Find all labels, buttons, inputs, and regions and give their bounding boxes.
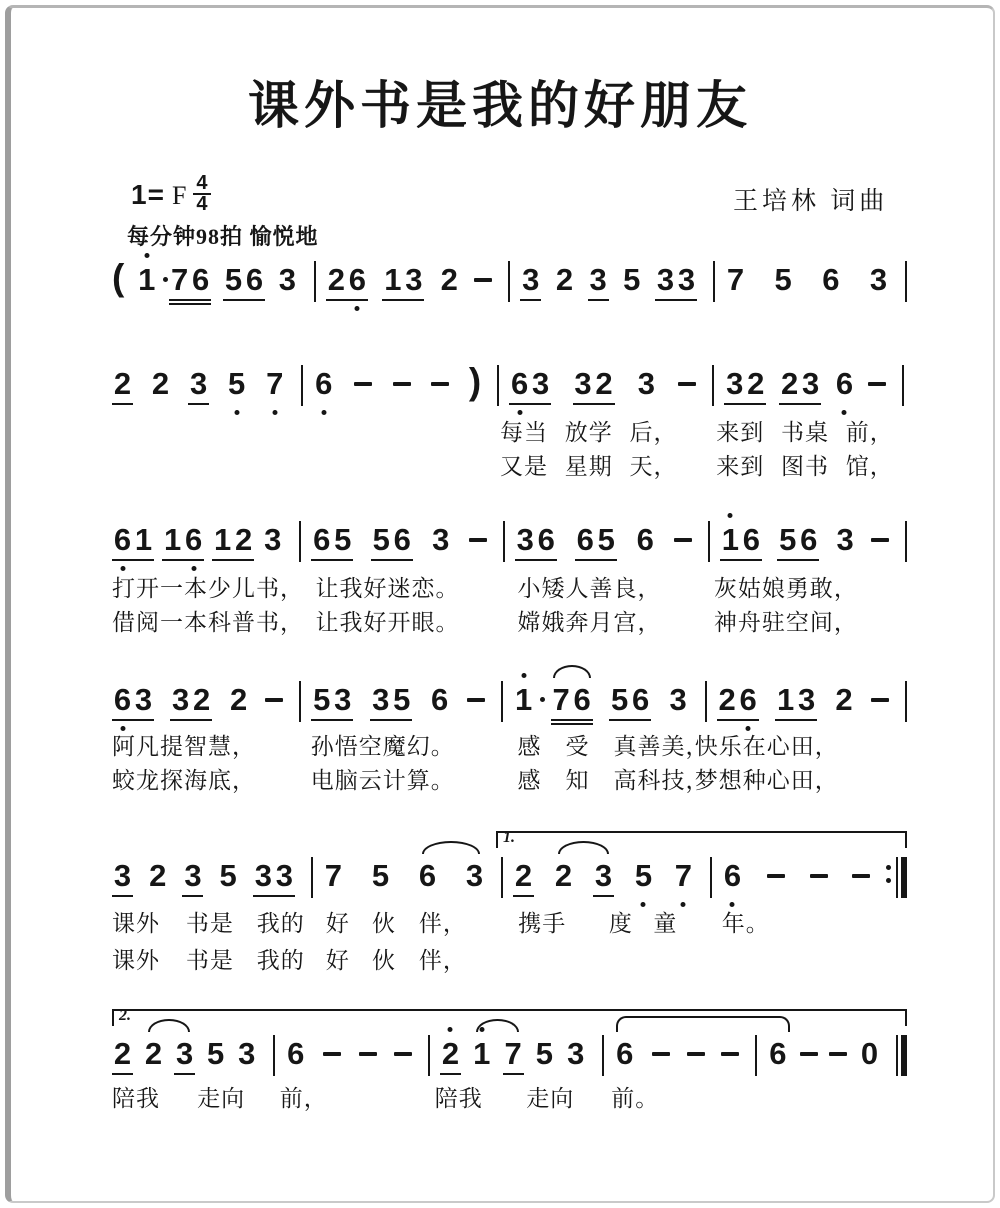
final-barline <box>896 1035 907 1076</box>
meter-denominator: 4 <box>196 193 208 215</box>
note-6: 6 <box>313 522 331 557</box>
note-2: 2 <box>440 262 458 297</box>
note-1: 1 <box>163 522 182 557</box>
beam-group <box>593 858 614 897</box>
score <box>112 0 907 1208</box>
lyric-text: 打开一本少儿书， <box>112 576 304 601</box>
note-1: 1 <box>214 522 232 557</box>
note-5: 5 <box>633 858 654 894</box>
note-6: 6 <box>722 858 743 894</box>
note-5: 5 <box>224 262 243 297</box>
lyric-text: 灰姑娘勇敢， <box>713 576 858 601</box>
note-1: 1 <box>136 262 157 298</box>
lyric-text: 年。 <box>721 911 770 936</box>
note-6: 6 <box>431 682 449 717</box>
measure <box>430 1036 602 1075</box>
note-5: 5 <box>207 1036 225 1071</box>
note-1: 1 <box>513 682 534 718</box>
note-7: 7 <box>170 262 189 297</box>
repeat-dot <box>886 865 891 870</box>
duration-dash <box>678 382 696 386</box>
beam-group <box>112 1036 133 1075</box>
notes-row <box>112 829 907 902</box>
note-3: 3 <box>264 522 282 557</box>
beam-group <box>513 858 534 897</box>
lyric-text: 我的 <box>256 911 305 936</box>
note-3: 3 <box>594 858 613 893</box>
note-3: 3 <box>797 682 816 717</box>
beam-group <box>573 366 615 405</box>
duration-dash <box>394 1052 412 1056</box>
barline <box>905 261 907 302</box>
note-3: 3 <box>432 522 450 557</box>
beam-group <box>112 682 154 721</box>
note-3: 3 <box>254 858 272 893</box>
duration-dash <box>767 874 785 878</box>
octave-up-dot <box>728 513 733 518</box>
open-paren: ( <box>112 257 125 298</box>
score-line-5 <box>112 829 907 998</box>
key-prefix: 1= <box>131 179 165 210</box>
note-6: 6 <box>191 262 210 297</box>
duration-dash <box>469 538 487 542</box>
note-1: 1 <box>134 522 153 557</box>
octave-down-dot <box>355 306 360 311</box>
measure <box>112 1036 273 1075</box>
note-7: 7 <box>504 1036 522 1071</box>
beam-group <box>311 682 353 721</box>
note-6: 6 <box>822 262 840 297</box>
note-6: 6 <box>112 522 133 558</box>
note-6: 6 <box>287 1036 305 1071</box>
score-line-3 <box>112 522 907 662</box>
note-6: 6 <box>418 858 437 893</box>
lyric-text: 阿凡提智慧， <box>112 734 256 759</box>
first-ending-bracket <box>496 831 907 848</box>
duration-dash <box>871 538 889 542</box>
note-2: 2 <box>595 366 613 401</box>
note-1: 1 <box>384 262 402 297</box>
note-5: 5 <box>597 522 615 557</box>
beam-group <box>509 366 551 405</box>
duration-dash <box>868 382 886 386</box>
measure <box>503 858 710 897</box>
lyric-text: 课外 <box>112 948 160 973</box>
duration-dash <box>359 1052 377 1056</box>
ending-number: 1. <box>503 829 515 846</box>
note-2: 2 <box>440 1036 461 1072</box>
note-5: 5 <box>219 858 237 893</box>
beam-group <box>777 522 819 561</box>
duration-dash <box>852 874 870 878</box>
measure <box>301 522 503 561</box>
note-3: 3 <box>189 366 208 401</box>
note-2: 2 <box>149 858 167 893</box>
lyric-text: 度 <box>608 911 633 936</box>
note-3: 3 <box>532 366 550 401</box>
note-5: 5 <box>623 262 641 297</box>
note-3: 3 <box>238 1036 256 1071</box>
lyric-text: 陪我 <box>434 1086 483 1111</box>
beam-group <box>515 522 557 561</box>
note-6: 6 <box>632 682 650 717</box>
note-2: 2 <box>718 682 736 717</box>
repeat-dots <box>886 865 891 883</box>
measure <box>510 262 713 301</box>
note-3: 3 <box>184 858 202 893</box>
beam-group <box>311 522 353 561</box>
note-7: 7 <box>552 682 570 717</box>
note-5: 5 <box>372 522 390 557</box>
measure <box>316 262 508 301</box>
beam-group <box>575 522 617 561</box>
octave-down-dot <box>234 410 239 415</box>
note-6: 6 <box>769 1036 787 1071</box>
lyric-text: 书是 <box>185 911 234 936</box>
note-3: 3 <box>113 858 132 893</box>
beam-group <box>551 682 593 721</box>
note-6: 6 <box>245 262 264 297</box>
notes-row <box>112 257 907 306</box>
tie-arc <box>616 1016 790 1032</box>
score-line-6 <box>112 1007 907 1176</box>
lyric-text: 又是 星期 天， <box>499 454 678 479</box>
note-6: 6 <box>742 522 760 557</box>
lyric-text: 好 <box>325 948 350 973</box>
octave-down-dot <box>272 410 277 415</box>
measure <box>710 522 905 561</box>
lyric-text: 伴， <box>418 948 467 973</box>
beam-group <box>588 262 609 301</box>
note-6: 6 <box>738 682 759 718</box>
beam-group <box>503 1036 524 1075</box>
duration-dash <box>323 1052 341 1056</box>
lyric-text: 来到 书桌 前， <box>716 420 894 445</box>
thick-bar <box>901 857 907 898</box>
measure <box>604 1036 755 1072</box>
note-6: 6 <box>112 682 133 718</box>
measure <box>112 366 301 405</box>
beam-group <box>174 1036 195 1075</box>
note-2: 2 <box>235 522 253 557</box>
measure <box>112 858 311 897</box>
lyric-text: 让我好迷恋。 <box>315 576 460 601</box>
note-2: 2 <box>835 682 853 717</box>
note-6: 6 <box>636 522 654 557</box>
beam-group <box>724 366 766 405</box>
key-note: F <box>171 181 187 210</box>
duration-dash <box>829 1052 847 1056</box>
measure <box>275 1036 428 1072</box>
octave-down-dot <box>681 902 686 907</box>
note-3: 3 <box>175 1036 194 1071</box>
score-line-2 <box>112 361 907 506</box>
measure <box>503 682 705 721</box>
note-3: 3 <box>869 262 888 297</box>
measure <box>313 858 501 894</box>
lyric-text: 书是 <box>185 948 234 973</box>
lyric-text: 童 <box>653 911 678 936</box>
beam-group <box>370 682 412 721</box>
lyric-text: 伙 <box>371 948 396 973</box>
note-7: 7 <box>726 262 745 297</box>
note-7: 7 <box>264 366 285 402</box>
note-1: 1 <box>720 522 741 558</box>
note-2: 2 <box>780 366 799 401</box>
beam-group <box>775 682 817 721</box>
lyric-text: 伙 <box>371 911 396 936</box>
beam-group <box>717 682 759 721</box>
duration-dash <box>265 698 283 702</box>
note-5: 5 <box>393 682 411 717</box>
measure <box>707 682 905 721</box>
beam-group <box>112 366 133 405</box>
note-3: 3 <box>589 262 607 297</box>
note-5: 5 <box>334 522 352 557</box>
octave-up-dot <box>448 1027 453 1032</box>
measure <box>714 366 902 405</box>
lyric-text: 我的 <box>256 948 305 973</box>
duration-dash <box>431 382 449 386</box>
note-3: 3 <box>567 1036 585 1071</box>
note-3: 3 <box>522 262 540 297</box>
duration-dash <box>687 1052 705 1056</box>
notes-row <box>112 1007 907 1080</box>
beam-group <box>212 522 254 561</box>
beam-group <box>170 682 212 721</box>
ending-number: 2. <box>119 1007 131 1024</box>
note-0: 0 <box>860 1036 879 1071</box>
beam-group <box>112 858 133 897</box>
note-6: 6 <box>313 366 334 402</box>
duration-dash <box>810 874 828 878</box>
repeat-end-barline <box>886 857 907 898</box>
note-6: 6 <box>183 522 204 558</box>
note-3: 3 <box>836 522 854 557</box>
beam-group <box>112 522 154 561</box>
note-6: 6 <box>616 1036 634 1071</box>
lyric-text: 梦想种心田， <box>694 768 839 793</box>
note-3: 3 <box>405 262 423 297</box>
lyric-text: 感 知 高科技， <box>517 768 710 793</box>
note-5: 5 <box>774 262 792 297</box>
note-2: 2 <box>514 858 533 893</box>
beam-group <box>169 262 211 301</box>
note-7: 7 <box>673 858 694 894</box>
lyric-text: 好 <box>325 911 350 936</box>
composer-credit: 王培林 词曲 <box>733 188 889 215</box>
octave-up-dot <box>144 253 149 258</box>
note-5: 5 <box>226 366 247 402</box>
note-1: 1 <box>776 682 795 717</box>
note-3: 3 <box>134 682 153 717</box>
lyric-text: 蛟龙探海底， <box>112 768 256 793</box>
note-3: 3 <box>275 858 293 893</box>
measure <box>712 858 886 894</box>
slur-arc <box>422 841 480 854</box>
measure <box>112 257 314 301</box>
measure <box>505 522 708 561</box>
note-2: 2 <box>113 366 132 401</box>
measure <box>715 262 905 298</box>
duration-dash <box>721 1052 739 1056</box>
song-title: 课外书是我的好朋友 <box>247 76 752 136</box>
measure <box>757 1036 896 1072</box>
beam-group <box>520 262 541 301</box>
note-2: 2 <box>230 682 248 717</box>
duration-dash <box>871 698 889 702</box>
note-3: 3 <box>334 682 352 717</box>
note-3: 3 <box>726 366 744 401</box>
measure <box>499 366 712 405</box>
note-3: 3 <box>637 366 655 401</box>
note-3: 3 <box>677 262 696 297</box>
beam-group <box>779 366 821 405</box>
lyric-text: 孙悟空魔幻。 <box>310 734 455 759</box>
duration-dash <box>652 1052 670 1056</box>
beam-group <box>371 522 413 561</box>
barline <box>905 681 907 722</box>
repeat-dot <box>886 878 891 883</box>
lyric-text: 课外 <box>112 911 160 936</box>
note-5: 5 <box>371 858 390 893</box>
note-7: 7 <box>324 858 343 893</box>
note-2: 2 <box>192 682 211 717</box>
note-3: 3 <box>574 366 592 401</box>
duration-dash <box>393 382 411 386</box>
note-6: 6 <box>509 366 530 402</box>
measure <box>112 522 299 561</box>
beam-group <box>326 262 368 301</box>
beam-group <box>440 1036 461 1075</box>
thin-bar <box>896 857 898 898</box>
beam-group <box>253 858 295 897</box>
thick-bar <box>901 1035 907 1076</box>
note-6: 6 <box>537 522 555 557</box>
note-6: 6 <box>393 522 411 557</box>
note-3: 3 <box>278 262 296 297</box>
duration-dot <box>540 697 545 702</box>
duration-dash <box>474 278 492 282</box>
lyric-text: 让我好开眼。 <box>315 610 460 635</box>
notes-row <box>112 522 907 566</box>
note-6: 6 <box>576 522 594 557</box>
beam-group <box>188 366 209 405</box>
octave-down-dot <box>321 410 326 415</box>
meter-numerator: 4 <box>193 174 210 195</box>
lyric-text: 快乐在心田， <box>694 734 839 759</box>
lyric-text: 携手 <box>518 911 567 936</box>
note-5: 5 <box>611 682 629 717</box>
note-3: 3 <box>656 262 675 297</box>
beam-group <box>182 858 203 897</box>
lyric-text: 感 受 真善美， <box>517 734 710 759</box>
beam-group <box>609 682 651 721</box>
barline <box>905 521 907 562</box>
note-6: 6 <box>347 262 368 298</box>
score-line-4 <box>112 682 907 822</box>
lyric-text: 借阅一本科普书， <box>112 610 304 635</box>
lyric-text: 陪我 <box>112 1086 160 1111</box>
note-2: 2 <box>555 262 574 297</box>
lyric-text: 嫦娥奔月宫， <box>517 610 662 635</box>
note-5: 5 <box>535 1036 554 1071</box>
tempo-marking: 每分钟98拍 愉悦地 <box>127 224 319 249</box>
beam-group <box>655 262 697 301</box>
note-3: 3 <box>669 682 687 717</box>
note-2: 2 <box>327 262 345 297</box>
notes-row <box>112 682 907 726</box>
note-3: 3 <box>372 682 390 717</box>
lyric-text: 伴， <box>418 911 467 936</box>
slur-arc <box>553 665 591 678</box>
note-2: 2 <box>144 1036 163 1071</box>
beam-group <box>223 262 265 301</box>
note-1: 1 <box>471 1036 492 1072</box>
lyric-text: 电脑云计算。 <box>310 768 455 793</box>
lyric-text: 走向 <box>526 1086 575 1111</box>
note-2: 2 <box>151 366 170 401</box>
lyric-text: 来到 图书 馆， <box>716 454 894 479</box>
lyric-text: 前。 <box>611 1086 660 1111</box>
duration-dash <box>467 698 485 702</box>
note-6: 6 <box>834 366 855 402</box>
measure <box>301 682 501 721</box>
note-5: 5 <box>779 522 797 557</box>
octave-up-dot <box>521 673 526 678</box>
lyric-text: 神舟驻空间， <box>713 610 858 635</box>
measure <box>303 361 497 402</box>
beam-group <box>162 522 204 561</box>
duration-dot <box>163 277 168 282</box>
note-5: 5 <box>313 682 331 717</box>
note-2: 2 <box>113 1036 132 1071</box>
lyric-text: 前， <box>279 1086 328 1111</box>
duration-dash <box>354 382 372 386</box>
duration-dash <box>800 1052 818 1056</box>
lyric-text: 走向 <box>197 1086 246 1111</box>
beam-group <box>382 262 424 301</box>
octave-down-dot <box>641 902 646 907</box>
note-2: 2 <box>554 858 573 893</box>
note-3: 3 <box>801 366 820 401</box>
measure <box>112 682 299 721</box>
note-3: 3 <box>465 858 484 893</box>
note-3: 3 <box>516 522 534 557</box>
lyric-text: 每当 放学 后， <box>499 420 678 445</box>
close-paren: ) <box>468 361 482 402</box>
note-6: 6 <box>800 522 818 557</box>
note-2: 2 <box>747 366 765 401</box>
duration-dash <box>674 538 692 542</box>
beam-group <box>720 522 762 561</box>
note-6: 6 <box>573 682 591 717</box>
notes-row <box>112 361 907 410</box>
barline <box>902 365 904 406</box>
lyric-text: 小矮人善良， <box>517 576 662 601</box>
thin-bar <box>896 1035 898 1076</box>
note-3: 3 <box>171 682 190 717</box>
